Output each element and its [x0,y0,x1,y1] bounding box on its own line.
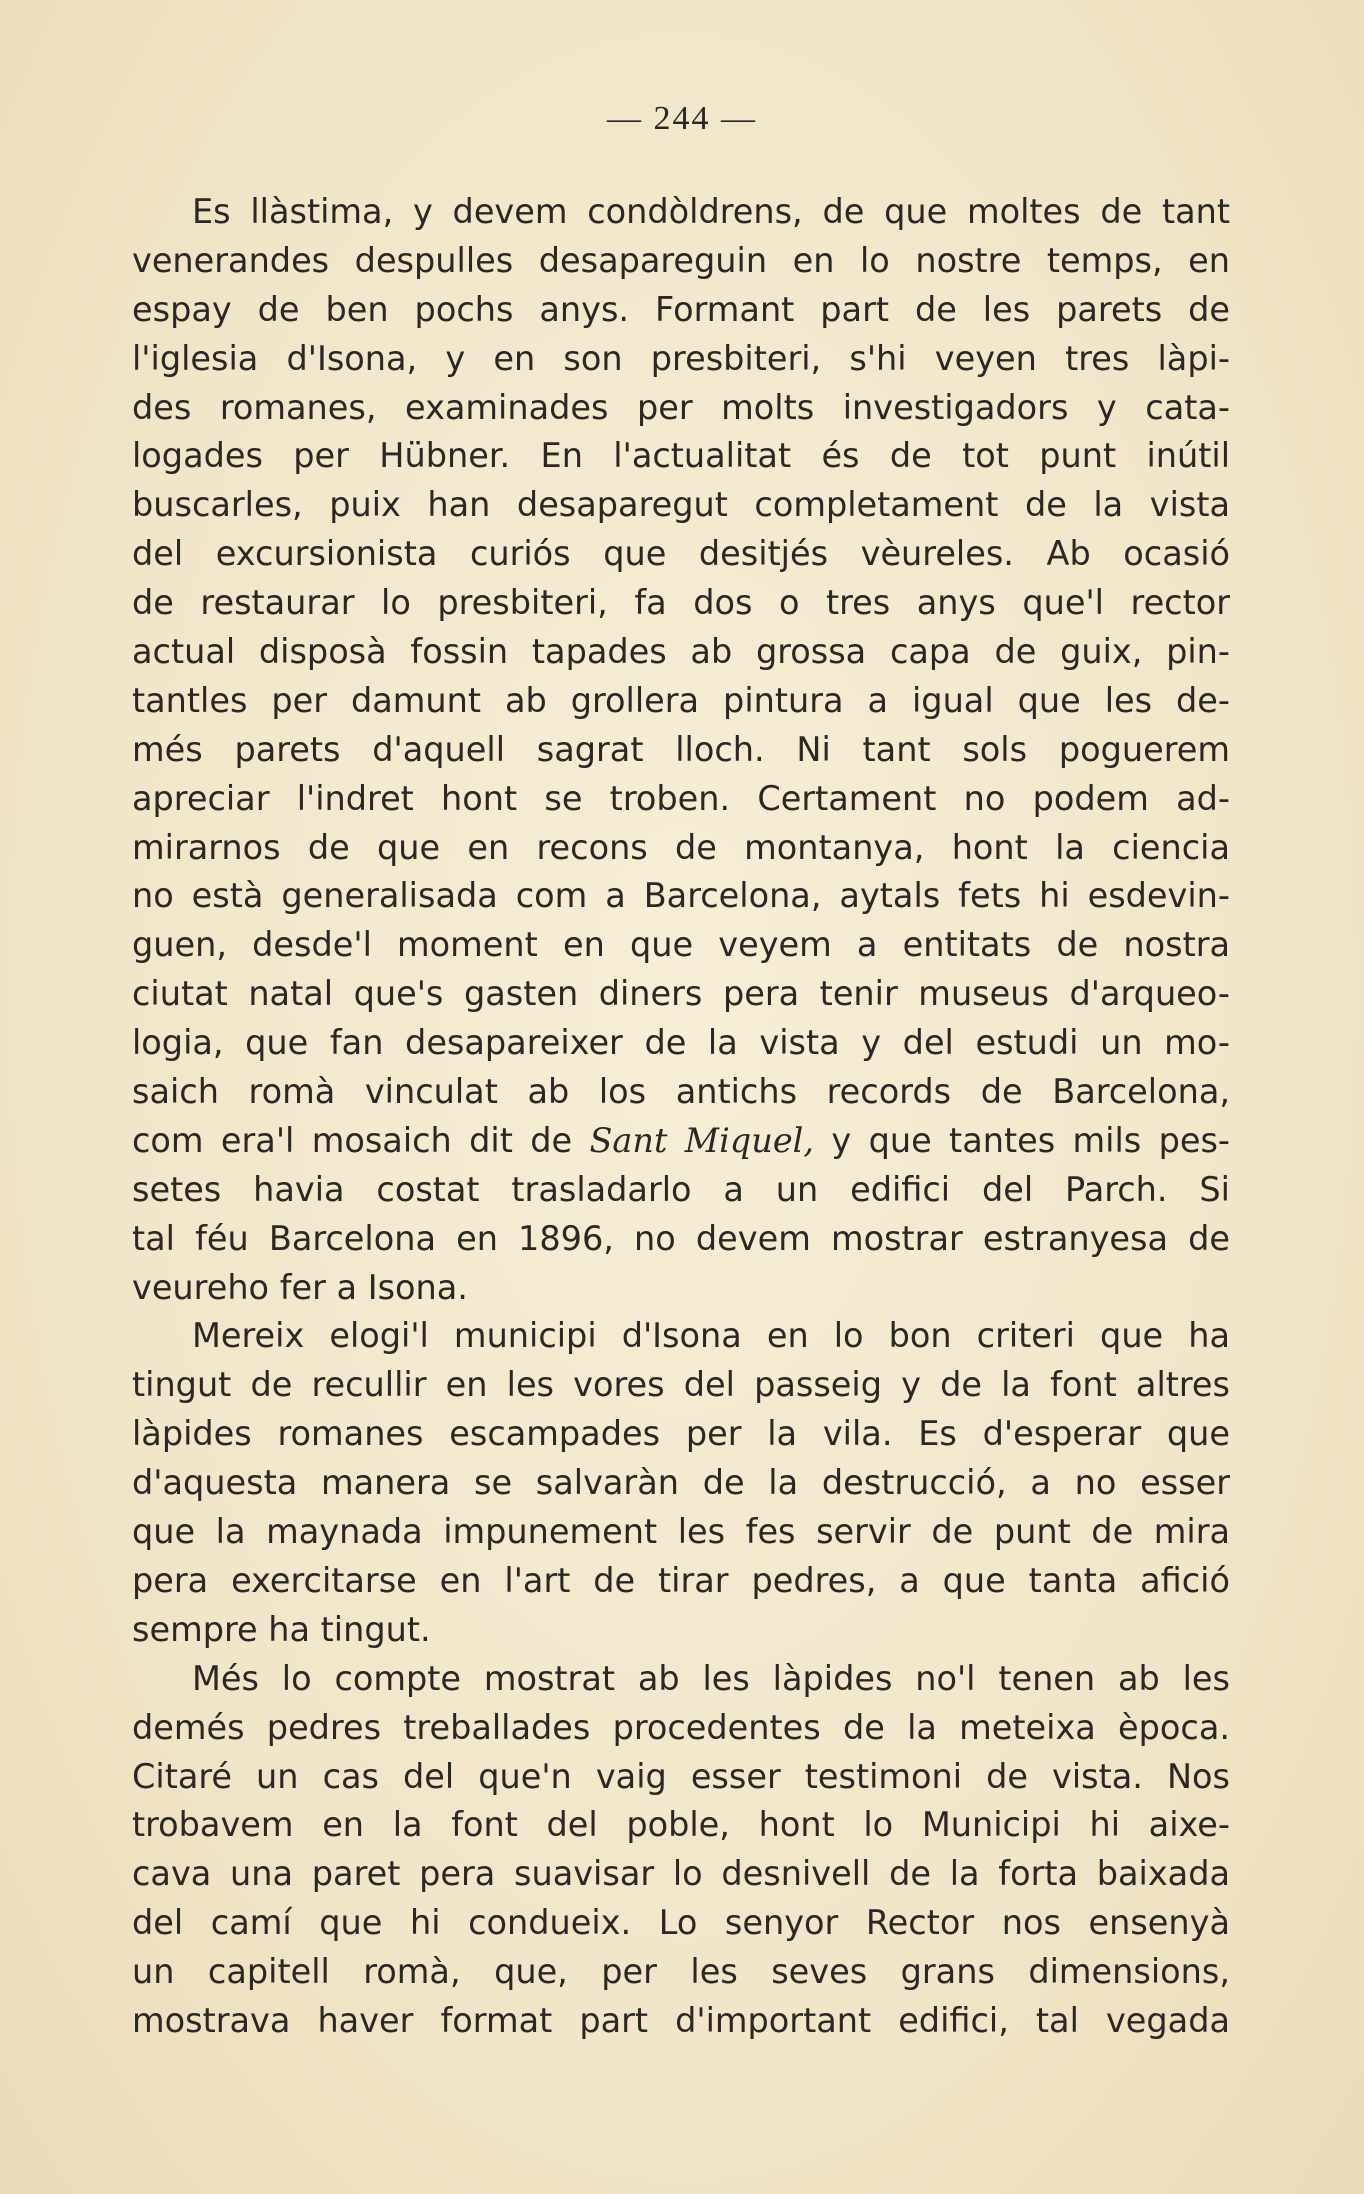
text-line: tal féu Barcelona en 1896, no devem mostrar estranyesa de [132,1218,1230,1258]
text-line: mostrava haver format part d'important edifici, tal vegada [132,2000,1230,2040]
text-line: cava una paret pera suavisar lo desnivell de la forta baixada [132,1854,1230,1894]
text-segment: com era'l mosaich dit de [132,1120,590,1160]
text-line: logades per Hübner. En l'actualitat és de tot punt inútil [132,436,1230,476]
text-line: l'iglesia d'Isona, y en son presbiteri, s'hi veyen tres làpi- [132,338,1230,378]
paragraph-1 [132,188,1230,1312]
text-segment: y que tantes mils pes- [814,1120,1231,1160]
text-line: pera exercitarse en l'art de tirar pedres, a que tanta afició [132,1560,1230,1600]
text-line: des romanes, examinades per molts investigadors y cata- [132,387,1230,427]
text-line: Mereix elogi'l municipi d'Isona en lo bon criteri que ha [192,1316,1230,1356]
paragraph-2 [132,1312,1230,1654]
text-line: no està generalisada com a Barcelona, aytals fets hi esdevin- [132,876,1230,916]
text-line: Més lo compte mostrat ab les làpides no'l tenen ab les [192,1658,1230,1698]
text-line: Citaré un cas del que'n vaig esser testimoni de vista. Nos [132,1756,1230,1796]
text-line: que la maynada impunement les fes servir de punt de mira [132,1512,1230,1552]
text-line: sempre ha tingut. [132,1609,431,1649]
text-line: làpides romanes escampades per la vila. Es d'esperar que [132,1414,1230,1454]
text-line: buscarles, puix han desaparegut completament de la vista [132,485,1230,525]
text-line: mirarnos de que en recons de montanya, hont la ciencia [132,827,1230,867]
body-text [132,188,1230,2046]
text-line: saich romà vinculat ab los antichs records de Barcelona, [132,1072,1230,1112]
text-line: del excursionista curiós que desitjés vèureles. Ab ocasió [132,534,1230,574]
text-line: guen, desde'l moment en que veyem a entitats de nostra [132,925,1230,965]
text-line: Es llàstima, y devem condòldrens, de que moltes de tant [192,192,1230,231]
text-line: setes havia costat trasladarlo a un edifici del Parch. Si [132,1169,1230,1209]
text-line: un capitell romà, que, per les seves grans dimensions, [132,1952,1230,1992]
text-line: trobavem en la font del poble, hont lo Municipi hi aixe- [132,1805,1230,1845]
text-line: venerandes despulles desapareguin en lo nostre temps, en [132,240,1230,280]
text-line: veureho fer a Isona. [132,1267,468,1307]
text-line: espay de ben pochs anys. Formant part de les parets de [132,289,1230,329]
text-line: logia, que fan desapareixer de la vista y del estudi un mo- [132,1023,1230,1063]
text-line: tantles per damunt ab grollera pintura a igual que les de- [132,680,1230,720]
text-line: demés pedres treballades procedentes de la meteixa època. [132,1707,1230,1747]
text-line-with-italic [132,1117,1230,1166]
text-line: ciutat natal que's gasten diners pera tenir museus d'arqueo- [132,974,1230,1014]
text-line: tingut de recullir en les vores del passeig y de la font altres [132,1365,1230,1405]
text-line: del camí que hi condueix. Lo senyor Rector nos ensenyà [132,1903,1230,1943]
paragraph-3 [132,1655,1230,2046]
italic-text: Sant Miquel, [589,1120,815,1160]
text-line: de restaurar lo presbiteri, fa dos o tres anys que'l rector [132,583,1230,623]
text-line: més parets d'aquell sagrat lloch. Ni tant sols poguerem [132,729,1230,769]
text-line: apreciar l'indret hont se troben. Certament no podem ad- [132,778,1230,818]
page-number: — 244 — [607,100,757,137]
text-line: d'aquesta manera se salvaràn de la destrucció, a no esser [132,1463,1230,1503]
text-line: actual disposà fossin tapades ab grossa capa de guix, pin- [132,632,1230,672]
